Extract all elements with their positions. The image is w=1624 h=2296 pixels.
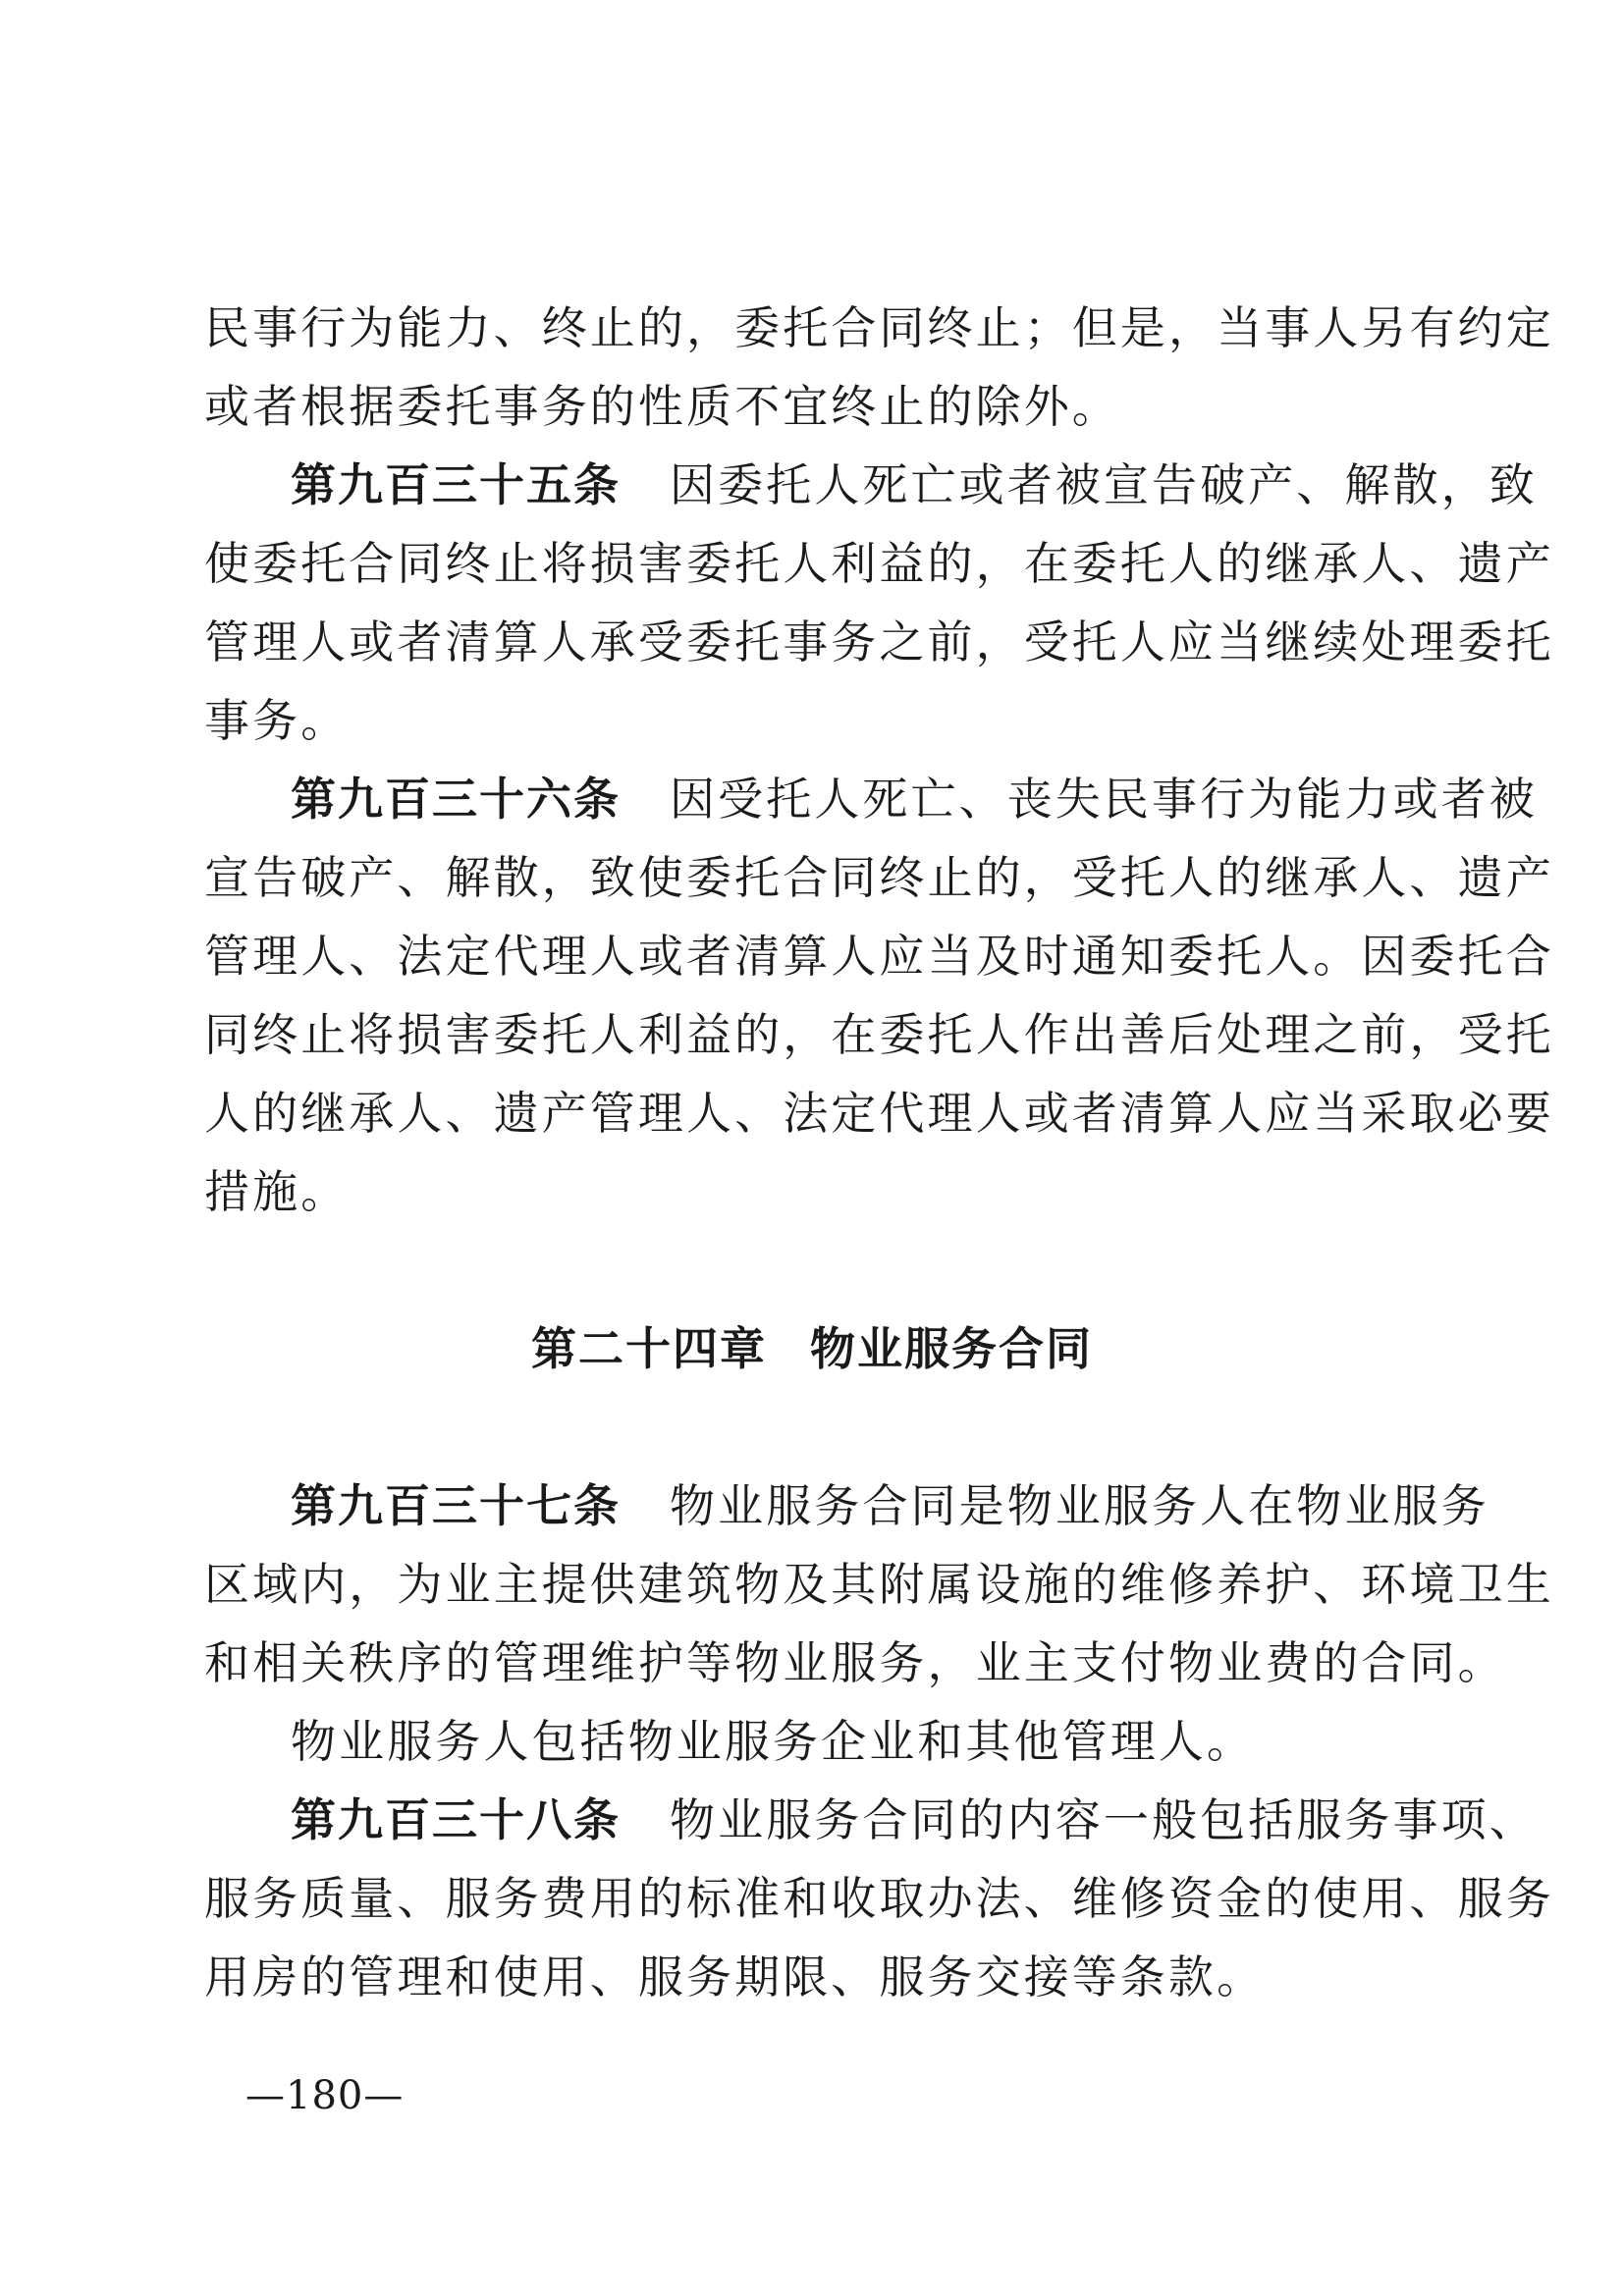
article-first-line <box>291 772 1538 827</box>
article-text: 因受托人死亡、丧失民事行为能力或者被 <box>670 773 1538 826</box>
text-line: 使委托合同终止将损害委托人利益的，在委托人的继承人、遗产 <box>204 537 1554 590</box>
article-text: 物业服务合同的内容一般包括服务事项、 <box>670 1793 1538 1846</box>
text-line: 服务质量、服务费用的标准和收取办法、维修资金的使用、服务 <box>204 1872 1554 1925</box>
text-line: 或者根据委托事务的性质不宜终止的除外。 <box>204 380 1120 433</box>
text-line: 区域内，为业主提供建筑物及其附属设施的维修养护、环境卫生 <box>204 1558 1554 1611</box>
text-line: 措施。 <box>204 1165 350 1218</box>
text-line: 和相关秩序的管理维护等物业服务，业主支付物业费的合同。 <box>204 1636 1506 1689</box>
page-number: —180— <box>245 2073 405 2118</box>
article-first-line <box>291 457 1538 512</box>
text-line: 民事行为能力、终止的，委托合同终止；但是，当事人另有约定 <box>204 301 1554 354</box>
chapter-number: 第二十四章 <box>531 1322 767 1375</box>
article-first-line <box>291 1478 1518 1533</box>
article-text: 物业服务合同是物业服务人在物业服务 <box>670 1479 1489 1532</box>
text-line: 同终止将损害委托人利益的，在委托人作出善后处理之前，受托 <box>204 1008 1554 1061</box>
text-line: 管理人或者清算人承受委托事务之前，受托人应当继续处理委托 <box>204 615 1554 668</box>
article-number: 第九百三十五条 <box>291 458 621 511</box>
article-number: 第九百三十八条 <box>291 1793 621 1846</box>
text-line: 用房的管理和使用、服务期限、服务交接等条款。 <box>204 1950 1266 2003</box>
article-number: 第九百三十六条 <box>291 773 621 826</box>
text-line: 人的继承人、遗产管理人、法定代理人或者清算人应当采取必要 <box>204 1087 1554 1140</box>
text-line: 管理人、法定代理人或者清算人应当及时通知委托人。因委托合 <box>204 930 1554 983</box>
article-first-line <box>291 1792 1538 1847</box>
text-line: 物业服务人包括物业服务企业和其他管理人。 <box>291 1715 1255 1768</box>
chapter-title: 物业服务合同 <box>810 1322 1093 1375</box>
article-text: 因委托人死亡或者被宣告破产、解散，致 <box>670 458 1538 511</box>
text-line: 宣告破产、解散，致使委托合同终止的，受托人的继承人、遗产 <box>204 851 1554 904</box>
chapter-heading <box>0 1321 1624 1376</box>
text-line: 事务。 <box>204 694 350 747</box>
article-number: 第九百三十七条 <box>291 1479 621 1532</box>
